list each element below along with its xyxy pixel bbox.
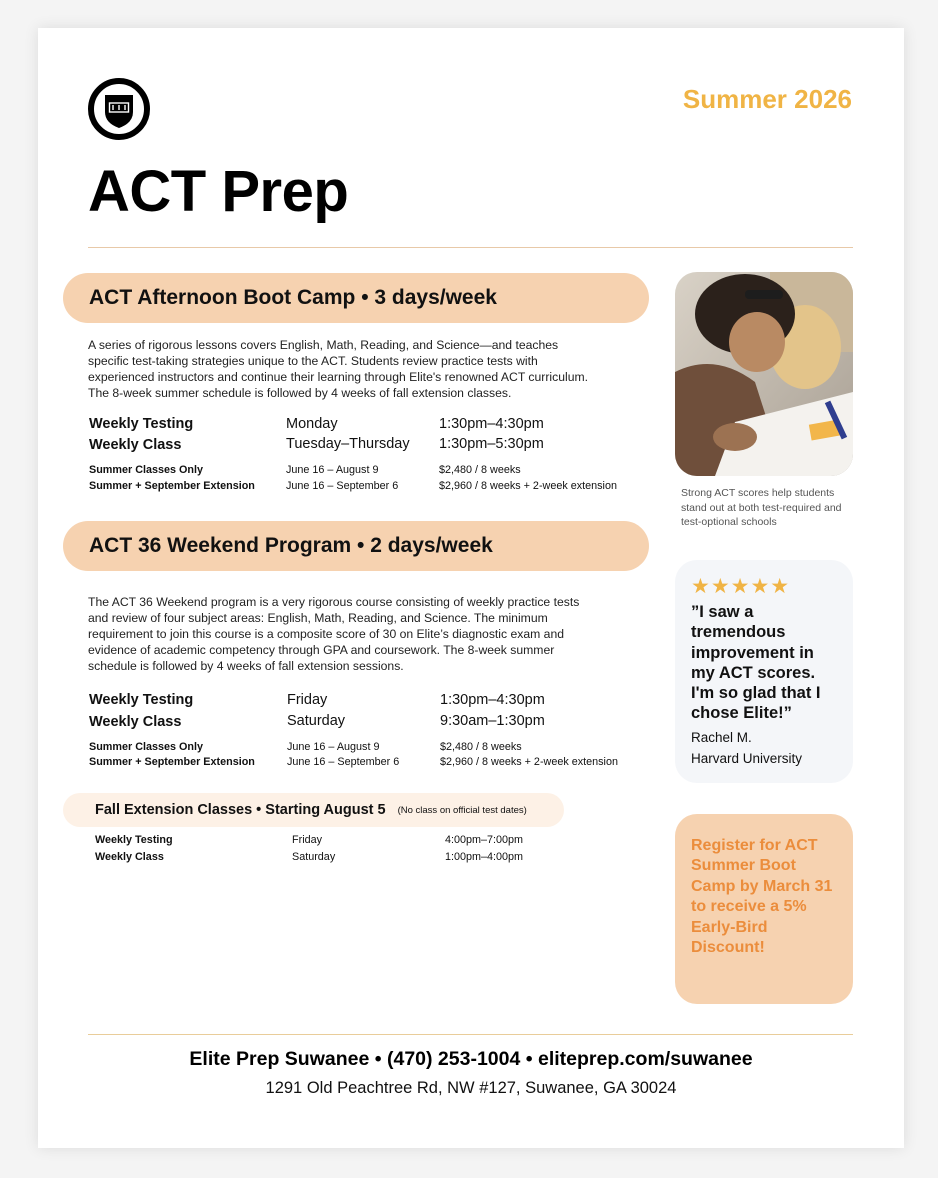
shield-crest-icon bbox=[88, 78, 150, 140]
schedule-time: 1:30pm–4:30pm bbox=[440, 692, 545, 708]
testimonial-name: Rachel M. bbox=[691, 730, 752, 745]
pricing-label: Summer Classes Only bbox=[89, 464, 204, 476]
footer-address: 1291 Old Peachtree Rd, NW #127, Suwanee, GA 30024 bbox=[265, 1079, 677, 1097]
schedule-label: Weekly Class bbox=[89, 437, 182, 453]
promo-card bbox=[675, 814, 853, 1004]
schedule-time: 1:00pm–4:00pm bbox=[445, 851, 524, 863]
fall-extension-heading bbox=[63, 793, 564, 827]
pricing-price: $2,480 / 8 weeks bbox=[439, 464, 521, 476]
testimonial-quote: ”I saw a tremendous improvement in my ACT scores. I'm so glad that I chose Elite!” bbox=[691, 603, 821, 723]
program2-description: The ACT 36 Weekend program is a very rigorous course consisting of weekly practice tests and review of four subject areas: English, Math, Reading, and Science. The minimum requirement to join this course is a composite score of 30 on Elite’s diagnostic exam and evidence of academic competency through GPA and coursework. The 8-week summer schedule is followed by 4 weeks of fall extension sessions. bbox=[88, 595, 580, 673]
promo-text: Register for ACT Summer Boot Camp by March 31 to receive a 5% Early-Bird Discount! bbox=[691, 837, 833, 957]
pricing-price: $2,960 / 8 weeks + 2-week extension bbox=[440, 756, 618, 768]
pricing-label: Summer Classes Only bbox=[89, 741, 204, 753]
schedule-day: Tuesday–Thursday bbox=[286, 436, 410, 452]
schedule-label: Weekly Class bbox=[89, 714, 182, 730]
star-rating-icon: ★★★★★ bbox=[691, 575, 791, 598]
schedule-label: Weekly Class bbox=[95, 851, 164, 863]
program2-heading: ACT 36 Weekend Program • 2 days/week bbox=[63, 521, 649, 571]
pricing-dates: June 16 – August 9 bbox=[287, 741, 380, 753]
schedule-label: Weekly Testing bbox=[95, 834, 173, 846]
footer-divider bbox=[88, 1034, 853, 1035]
flyer-page bbox=[38, 28, 904, 1148]
pricing-label: Summer + September Extension bbox=[89, 756, 255, 768]
program1-heading: ACT Afternoon Boot Camp • 3 days/week bbox=[63, 273, 649, 323]
pricing-price: $2,960 / 8 weeks + 2-week extension bbox=[439, 480, 617, 492]
footer-contact: Elite Prep Suwanee • (470) 253-1004 • eliteprep.com/suwanee bbox=[189, 1048, 753, 1070]
schedule-day: Saturday bbox=[292, 851, 336, 863]
schedule-day: Friday bbox=[287, 692, 328, 708]
pricing-label: Summer + September Extension bbox=[89, 480, 255, 492]
pricing-dates: June 16 – September 6 bbox=[287, 756, 400, 768]
schedule-label: Weekly Testing bbox=[89, 416, 194, 432]
pricing-dates: June 16 – September 6 bbox=[286, 480, 399, 492]
schedule-time: 1:30pm–4:30pm bbox=[439, 416, 544, 432]
pricing-dates: June 16 – August 9 bbox=[286, 464, 379, 476]
fall-extension-note: (No class on official test dates) bbox=[397, 804, 527, 816]
testimonial-school: Harvard University bbox=[691, 751, 803, 766]
schedule-label: Weekly Testing bbox=[89, 692, 194, 708]
page-title: ACT Prep bbox=[88, 159, 349, 224]
schedule-time: 4:00pm–7:00pm bbox=[445, 834, 524, 846]
students-photo bbox=[675, 272, 853, 476]
schedule-day: Saturday bbox=[287, 713, 346, 729]
fall-extension-title: Fall Extension Classes • Starting August 5 bbox=[95, 802, 386, 818]
schedule-time: 1:30pm–5:30pm bbox=[439, 436, 544, 452]
pricing-price: $2,480 / 8 weeks bbox=[440, 741, 522, 753]
program1-description: A series of rigorous lessons covers English, Math, Reading, and Science—and teaches specific test-taking strategies unique to the ACT. Students review practice tests with experienced instructors and continue their learning through Elite's renowned ACT curriculum. The 8-week summer schedule is followed by 4 weeks of fall extension classes. bbox=[88, 338, 589, 400]
divider bbox=[88, 247, 853, 248]
schedule-day: Monday bbox=[286, 416, 338, 432]
schedule-time: 9:30am–1:30pm bbox=[440, 713, 545, 729]
season-label: Summer 2026 bbox=[682, 84, 852, 114]
schedule-day: Friday bbox=[292, 834, 322, 846]
photo-caption: Strong ACT scores help students stand out at both test-required and test-optional schools bbox=[681, 487, 842, 528]
testimonial-card bbox=[675, 560, 853, 783]
